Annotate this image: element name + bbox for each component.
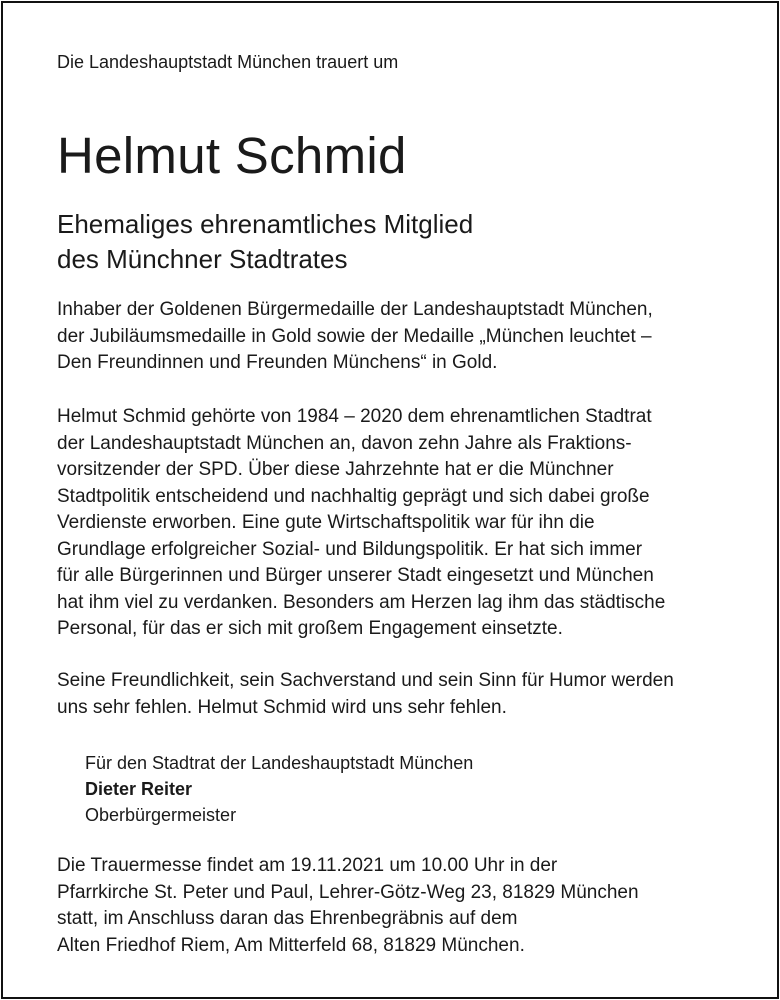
paragraph-line: vorsitzender der SPD. Über diese Jahrzehnte hat er die Münchner <box>57 459 614 480</box>
signer-role: Oberbürgermeister <box>85 805 237 825</box>
biography-paragraph <box>57 404 665 643</box>
paragraph-line: Helmut Schmid gehörte von 1984 – 2020 dem ehrenamtlichen Stadtrat <box>57 406 652 427</box>
paragraph-line: Verdienste erworben. Eine gute Wirtschaftspolitik war für ihn die <box>57 512 595 533</box>
paragraph-line: Grundlage erfolgreicher Sozial- und Bildungspolitik. Er hat sich immer <box>57 538 643 560</box>
subtitle-line: Ehemaliges ehrenamtliches Mitglied <box>57 209 474 239</box>
paragraph-line: Stadtpolitik entscheidend und nachhaltig geprägt und sich dabei große <box>57 485 650 507</box>
notice-border <box>1 1 779 999</box>
signature-block <box>85 750 473 828</box>
signature-on-behalf: Für den Stadtrat der Landeshauptstadt München <box>85 753 474 773</box>
funeral-details <box>57 853 639 959</box>
funeral-line: Alten Friedhof Riem, Am Mitterfeld 68, 81829 München. <box>57 934 525 956</box>
tribute-paragraph <box>57 668 674 721</box>
funeral-line: Die Trauermesse findet am 19.11.2021 um 10.00 Uhr in der <box>57 855 558 876</box>
paragraph-line: der Jubiläumsmedaille in Gold sowie der Medaille „München leuchtet – <box>57 325 652 347</box>
paragraph-line: für alle Bürgerinnen und Bürger unserer Stadt eingesetzt und München <box>57 565 654 586</box>
deceased-name: Helmut Schmid <box>57 127 407 184</box>
paragraph-line: Inhaber der Goldenen Bürgermedaille der Landeshauptstadt München, <box>57 299 653 320</box>
paragraph-line: der Landeshauptstadt München an, davon zehn Jahre als Fraktions- <box>57 432 632 454</box>
paragraph-line: uns sehr fehlen. Helmut Schmid wird uns sehr fehlen. <box>57 696 507 718</box>
paragraph-line: Den Freundinnen und Freunden Münchens“ in Gold. <box>57 352 498 373</box>
honors-paragraph <box>57 297 653 377</box>
funeral-line: Pfarrkirche St. Peter und Paul, Lehrer-Götz-Weg 23, 81829 München <box>57 881 639 903</box>
subtitle <box>57 207 473 277</box>
intro-text: Die Landeshauptstadt München trauert um <box>57 52 399 72</box>
paragraph-line: Seine Freundlichkeit, sein Sachverstand und sein Sinn für Humor werden <box>57 670 674 691</box>
signer-name: Dieter Reiter <box>85 779 193 799</box>
subtitle-line: des Münchner Stadtrates <box>57 244 348 274</box>
funeral-line: statt, im Anschluss daran das Ehrenbegräbnis auf dem <box>57 908 518 929</box>
paragraph-line: Personal, für das er sich mit großem Engagement einsetzte. <box>57 618 563 639</box>
paragraph-line: hat ihm viel zu verdanken. Besonders am Herzen lag ihm das städtische <box>57 591 666 613</box>
